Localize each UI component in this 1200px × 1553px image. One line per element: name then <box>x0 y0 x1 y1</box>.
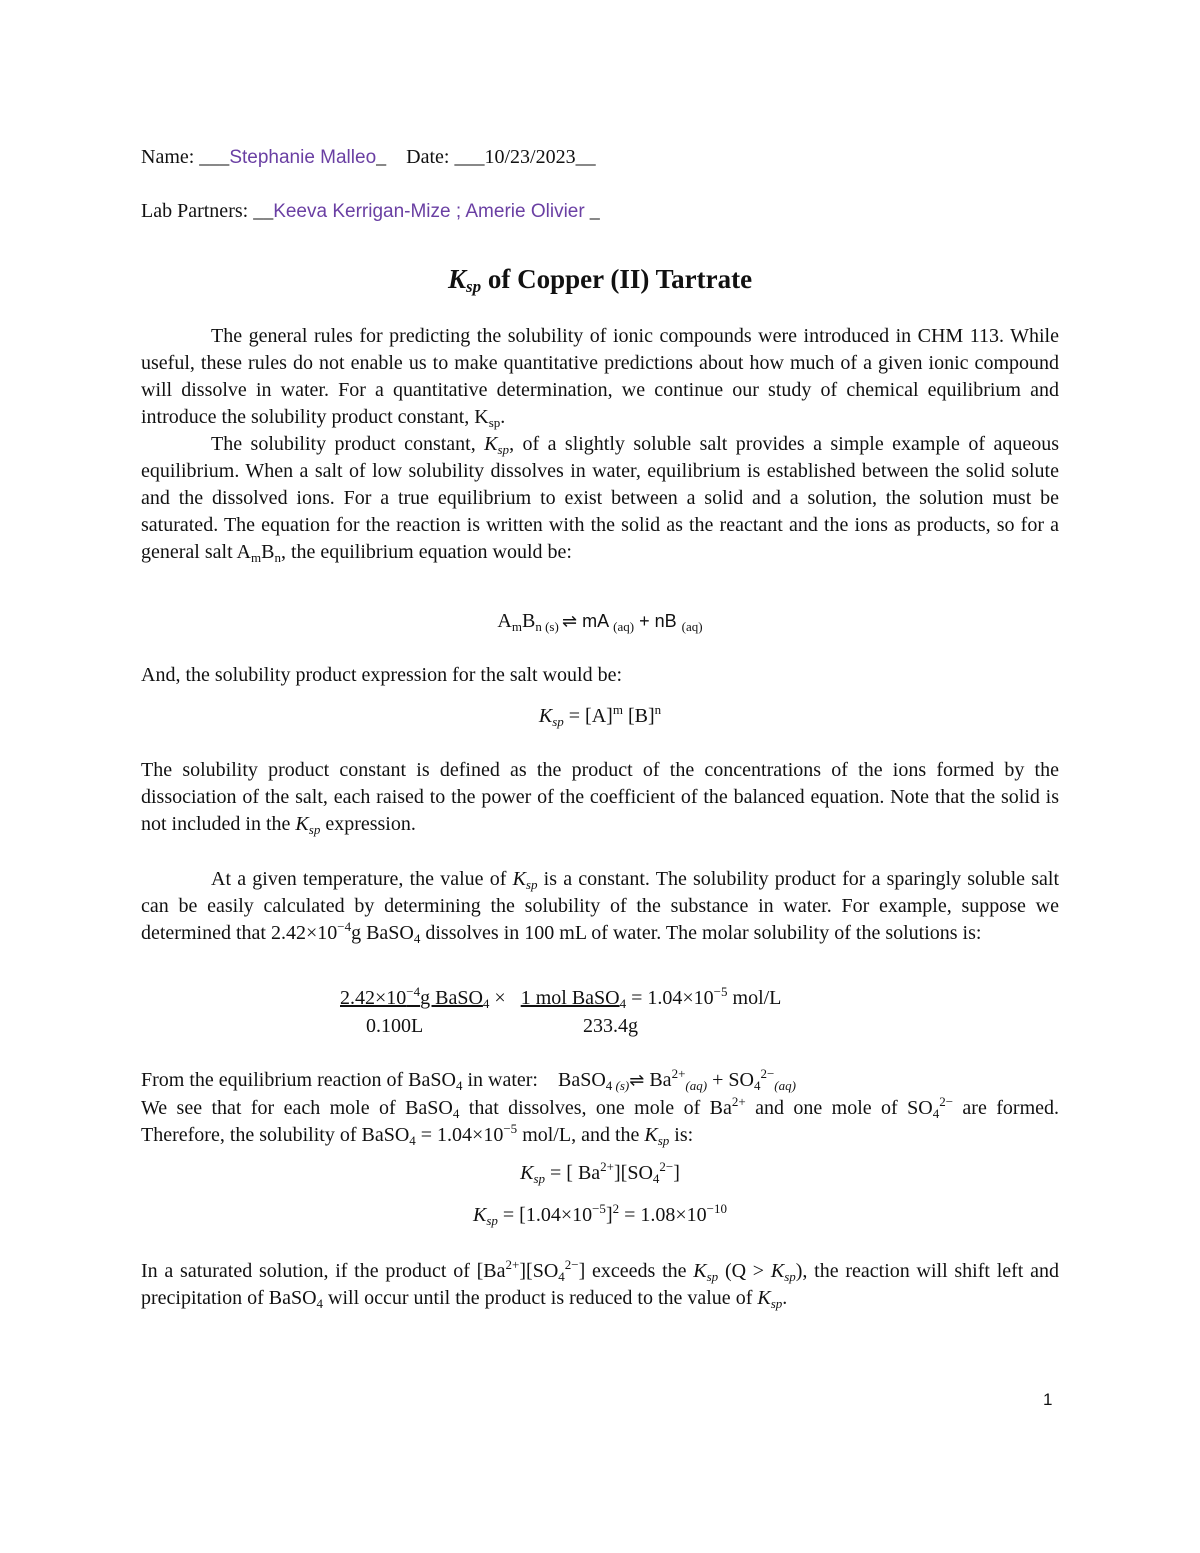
lab-partners: Keeva Kerrigan-Mize ; Amerie Olivier <box>273 201 585 222</box>
date-tail: __ <box>575 146 596 168</box>
fraction-denominator-2: 233.4g <box>583 1015 638 1037</box>
ksp-baso4-value: $K_{sp} = [1.04\times 10^{-5}]^2 = 1.08\times 10^{-10}$ <box>472 1201 728 1228</box>
date-label: Date: ___ <box>406 146 485 168</box>
student-name: Stephanie Malleo <box>229 147 377 168</box>
ksp-baso4-expression: $K_{sp}$ = [ $Ba^{2+}][SO_4^{2-}]$ <box>520 1159 680 1186</box>
fraction-denominator-1: 0.100L <box>366 1015 424 1037</box>
molar-solubility-calculation: $2.42\times 10^{-4}g$ BaSO$_4$ × 1 mol BaSO$_4$ = $1.04\times 10^{-5}$ mol/L <box>340 984 782 1011</box>
intro-paragraph-1: The general rules for predicting the solubility of ionic compounds were introduced in CHM 113. While useful, these rules do not enable us to make quantitative predictions about how much of a given ionic compound will dissolve in water. For a quantitative determination, we continue our study of chemical equilibrium and introduce the solubility product constant, $K_{sp}$. <box>141 325 1059 430</box>
partners-label: Lab Partners: __ <box>141 200 274 222</box>
baso4-equilibrium-line: From the equilibrium reaction of BaSO$_4$ in water: BaSO$_4$ $_{(s)}$⇌ $Ba^{2+}_{(aq)} + SO_4^{2-}_{(aq)}$ <box>141 1066 796 1093</box>
name-label: Name: ___ <box>141 146 230 168</box>
partners-tail: _ <box>584 200 600 222</box>
page-number: 1 <box>1043 1390 1053 1409</box>
example-paragraph: At a given temperature, the value of $K_{sp}$ is a constant. The solubility product for a sparingly soluble salt can be easily calculated by determining the solubility of the substance in water. For example, suppose we determined that $2.42\times 10^{-4}g$ BaSO$_4$ dissolves in 100 mL of water. The molar solubility of the solutions is: <box>141 868 1060 946</box>
lab-partners-line <box>141 198 600 225</box>
precipitation-paragraph: In a saturated solution, if the product of $[Ba^{2+}][SO_4^{2-}]$ exceeds the $K_{sp}$ $(Q > K_{sp})$, the reaction will shift left and precipitation of BaSO$_4$ will occur until the product is reduced to the value of $K_{sp}$. <box>141 1257 1059 1311</box>
date-value: 10/23/2023 <box>484 146 576 168</box>
equilibrium-equation: $A_mB_n$ $_{(s)}$ ⇌ mA $_{(aq)}$ + nB $_{(aq)}$ <box>497 610 703 634</box>
solubility-expression-intro: And, the solubility product expression for the salt would be: <box>141 664 623 686</box>
definition-paragraph: The solubility product constant is defined as the product of the concentrations of the ions formed by the dissociation of the salt, each raised to the power of the coefficient of the balanced equation. Note that the solid is not included in the $K_{sp}$ expression. <box>141 759 1059 837</box>
dissociation-paragraph: We see that for each mole of BaSO$_4$ that dissolves, one mole of $Ba^{2+}$ and one mole of $SO_4^{2-}$ are formed. Therefore, the solubility of BaSO$_4$ = $1.04\times 10^{-5}$ mol/L, and the $K_{sp}$ is: <box>141 1094 1059 1148</box>
name-date-line <box>141 144 596 171</box>
page-title: $K_{sp}$ of Copper (II) Tartrate <box>447 264 753 296</box>
name-tail: _ <box>376 146 387 168</box>
ksp-expression: $K_{sp} = [A]^m$ $[B]^n$ <box>538 702 662 729</box>
intro-paragraph-2: The solubility product constant, $K_{sp}$, of a slightly soluble salt provides a simple example of aqueous equilibrium. When a salt of low solubility dissolves in water, equilibrium is established between the solid solute and the dissolved ions. For a true equilibrium to exist between a solid and a solution, the solution must be saturated. The equation for the reaction is written with the solid as the reactant and the ions as products, so for a general salt $A_mB_n$, the equilibrium equation would be: <box>141 433 1059 565</box>
